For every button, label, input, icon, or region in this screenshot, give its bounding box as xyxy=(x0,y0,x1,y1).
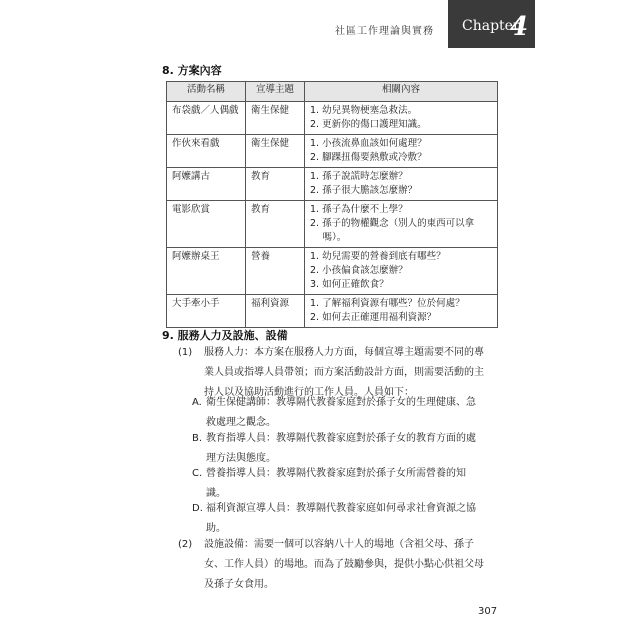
content-cell xyxy=(305,168,498,201)
activity-name-cell: 大手牽小手 xyxy=(167,295,246,328)
content-item: 2. 如何去正確運用福利資源？ xyxy=(310,312,437,323)
activity-name-cell: 電影欣賞 xyxy=(167,201,246,248)
content-item: 1. 幼兒需要的營養到底有哪些？ xyxy=(310,251,446,262)
content-cell xyxy=(305,135,498,168)
sub-item-line: 福利資源宣導人員：教導隔代教養家庭如何尋求社會資源之協 xyxy=(206,503,476,514)
content-item: 1. 了解福利資源有哪些？位於何處？ xyxy=(310,298,465,309)
paragraph-line: 女、工作人員）的場地。而為了鼓勵參與，提供小點心供祖父母 xyxy=(204,559,484,570)
theme-cell: 衛生保健 xyxy=(246,102,305,135)
content-cell xyxy=(305,295,498,328)
activity-name-cell: 阿嬤辦桌王 xyxy=(167,248,246,295)
theme-cell: 教育 xyxy=(246,201,305,248)
sub-item-line: 理方法與態度。 xyxy=(206,453,276,464)
column-header: 宣導主題 xyxy=(246,82,305,102)
content-cell xyxy=(305,201,498,248)
content-item: 2. 孫子的物權觀念（別人的東西可以拿 xyxy=(310,218,475,229)
section-8-title: 8. 方案內容 xyxy=(162,64,222,77)
table-header-row xyxy=(167,82,498,102)
content-item: 1. 孫子為什麼不上學？ xyxy=(310,204,408,215)
paragraph-line: 設施設備：需要一個可以容納八十人的場地（含祖父母、孫子 xyxy=(204,539,474,550)
theme-cell: 衛生保健 xyxy=(246,135,305,168)
theme-cell: 營養 xyxy=(246,248,305,295)
section-9-title: 9. 服務人力及設施、設備 xyxy=(162,329,288,342)
content-item: 2. 小孩偏食該怎麼辦？ xyxy=(310,265,408,276)
sub-item-education-instructor xyxy=(192,429,506,469)
chapter-label: Chapter xyxy=(462,18,520,34)
sub-item-line: 識。 xyxy=(206,488,226,499)
content-item: 2. 孫子很大膽該怎麼辦？ xyxy=(310,185,418,196)
column-header: 活動名稱 xyxy=(167,82,246,102)
sub-item-line: 衛生保健講師：教導隔代教養家庭對於孫子女的生理健康、急 xyxy=(206,397,476,408)
sub-item-welfare-advocate xyxy=(192,499,506,539)
content-item: 2. 腳踝扭傷要熱敷或冷敷？ xyxy=(310,152,427,163)
content-cell xyxy=(305,248,498,295)
plan-content-table xyxy=(166,81,498,328)
content-item: 1. 孫子說謊時怎麼辦？ xyxy=(310,171,408,182)
theme-cell: 福利資源 xyxy=(246,295,305,328)
sub-item-line: 營養指導人員：教導隔代教養家庭對於孫子女所需營養的知 xyxy=(206,468,466,479)
sub-item-label: D. xyxy=(192,503,203,514)
activity-name-cell: 作伙來看戲 xyxy=(167,135,246,168)
content-item: 1. 小孩流鼻血該如何處理？ xyxy=(310,138,427,149)
theme-cell: 教育 xyxy=(246,168,305,201)
sub-item-label: A. xyxy=(192,397,202,408)
table-row xyxy=(167,295,498,328)
content-item: 嗎）。 xyxy=(310,232,347,243)
paragraph-line: 業人員或指導人員帶領；而方案活動設計方面，則需要活動的主 xyxy=(204,367,484,378)
activity-name-cell: 布袋戲／人偶戲 xyxy=(167,102,246,135)
content-item: 3. 如何正確飲食？ xyxy=(310,279,389,290)
sub-item-line: 助。 xyxy=(206,523,226,534)
content-item: 1. 幼兒異物梗塞急救法。 xyxy=(310,105,418,116)
running-header-title: 社區工作理論與實務 xyxy=(335,26,434,37)
table-row xyxy=(167,135,498,168)
paragraph-line: 及孫子女食用。 xyxy=(204,579,274,590)
table-row xyxy=(167,201,498,248)
sub-item-health-lecturer xyxy=(192,393,506,433)
paragraph-line: 服務人力：本方案在服務人力方面，每個宣導主題需要不同的專 xyxy=(204,347,484,358)
content-item: 2. 更新你的傷口護理知識。 xyxy=(310,119,427,130)
sub-item-line: 教育指導人員：教導隔代教養家庭對於孫子女的教育方面的處 xyxy=(206,433,476,444)
sub-item-label: C. xyxy=(192,468,203,479)
paragraph-facilities xyxy=(178,535,508,595)
chapter-tab xyxy=(448,0,535,48)
paragraph-label: (1) xyxy=(178,347,193,358)
paragraph-line: 持人以及協助活動進行的工作人員。人員如下： xyxy=(204,387,414,398)
table-row xyxy=(167,102,498,135)
activity-name-cell: 阿嬤講古 xyxy=(167,168,246,201)
sub-item-label: B. xyxy=(192,433,203,444)
column-header: 相關內容 xyxy=(305,82,498,102)
sub-item-nutrition-instructor xyxy=(192,464,506,504)
page-number: 307 xyxy=(478,606,498,617)
table-row xyxy=(167,168,498,201)
table-row xyxy=(167,248,498,295)
chapter-number: 4 xyxy=(510,12,529,42)
sub-item-line: 救處理之觀念。 xyxy=(206,417,276,428)
content-cell xyxy=(305,102,498,135)
paragraph-label: (2) xyxy=(178,539,193,550)
